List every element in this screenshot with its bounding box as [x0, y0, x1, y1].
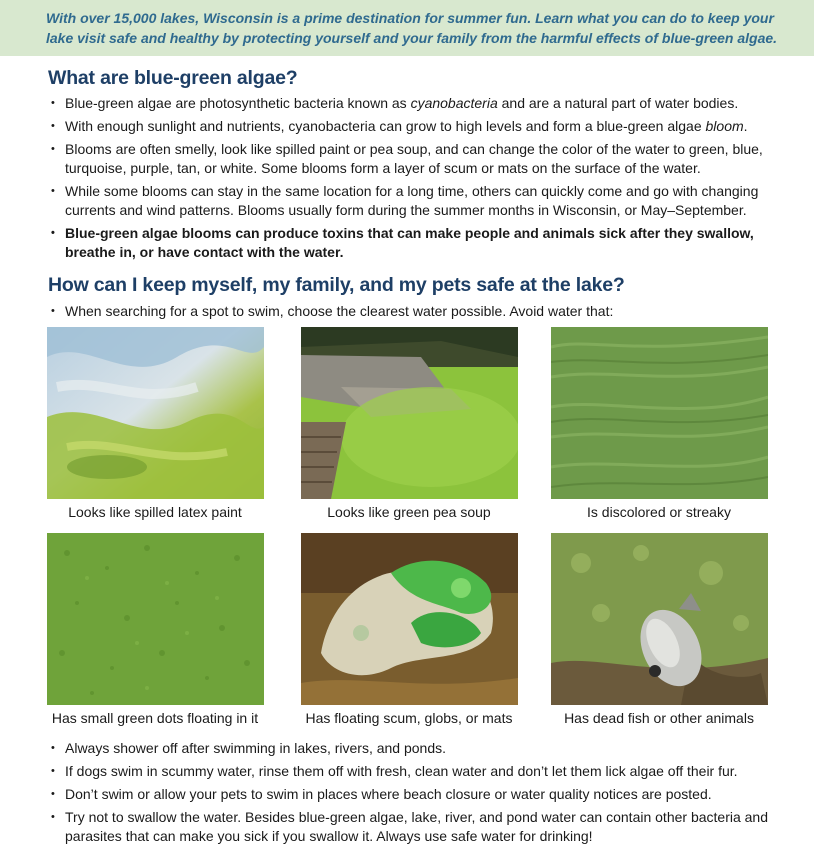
photo-green-pea-soup — [301, 327, 518, 499]
caption-green-pea-soup: Looks like green pea soup — [327, 504, 491, 520]
photo-spilled-latex-paint — [47, 327, 264, 499]
section-heading-stay-safe: How can I keep myself, my family, and my pets safe at the lake? — [48, 274, 625, 296]
list-item: • Blooms are often smelly, look like spilled paint or pea soup, and can change the color of the water to green, blue, turquoise, purple, tan, or white. Some blooms form a layer of scum or mats on the surface of the water. — [48, 140, 783, 178]
photo-dead-fish — [551, 533, 768, 705]
algae-facts-list — [48, 94, 783, 266]
safety-tips-list — [48, 739, 783, 850]
list-item-warning: • Blue-green algae blooms can produce toxins that can make people and animals sick after they swallow, breathe in, or have contact with the water. — [48, 224, 783, 262]
intro-text: With over 15,000 lakes, Wisconsin is a prime destination for summer fun. Learn what you can do to keep your lake visit safe and healthy by protecting yourself and your family from the harmful effects of blue-green algae. — [46, 10, 778, 46]
list-item: • If dogs swim in scummy water, rinse them off with fresh, clean water and don’t let them lick algae off their fur. — [48, 762, 783, 781]
photo-floating-scum — [301, 533, 518, 705]
list-item: • Try not to swallow the water. Besides blue-green algae, lake, river, and pond water can contain other bacteria and parasites that can make you sick if you swallow it. Always use safe water for drinking! — [48, 808, 783, 846]
list-item: • Don’t swim or allow your pets to swim in places where beach closure or water quality notices are posted. — [48, 785, 783, 804]
section-heading-what-are-algae: What are blue-green algae? — [48, 67, 298, 89]
intro-banner — [0, 0, 814, 56]
caption-dead-fish: Has dead fish or other animals — [564, 710, 754, 726]
photo-small-green-dots — [47, 533, 264, 705]
caption-floating-scum: Has floating scum, globs, or mats — [305, 710, 513, 726]
list-item: • With enough sunlight and nutrients, cyanobacteria can grow to high levels and form a blue-green algae bloom. — [48, 117, 783, 136]
caption-spilled-latex-paint: Looks like spilled latex paint — [68, 504, 242, 520]
list-item: • Blue-green algae are photosynthetic bacteria known as cyanobacteria and are a natural part of water bodies. — [48, 94, 783, 113]
caption-discolored-streaky: Is discolored or streaky — [587, 504, 731, 520]
intro-list — [48, 302, 783, 325]
list-item: • While some blooms can stay in the same location for a long time, others can quickly come and go with changing currents and wind patterns. Blooms usually form during the summer months in Wisconsin, or May–September. — [48, 182, 783, 220]
photo-discolored-streaky — [551, 327, 768, 499]
list-item: • When searching for a spot to swim, choose the clearest water possible. Avoid water that: — [48, 302, 783, 321]
list-item: • Always shower off after swimming in lakes, rivers, and ponds. — [48, 739, 783, 758]
caption-small-green-dots: Has small green dots floating in it — [51, 710, 259, 726]
